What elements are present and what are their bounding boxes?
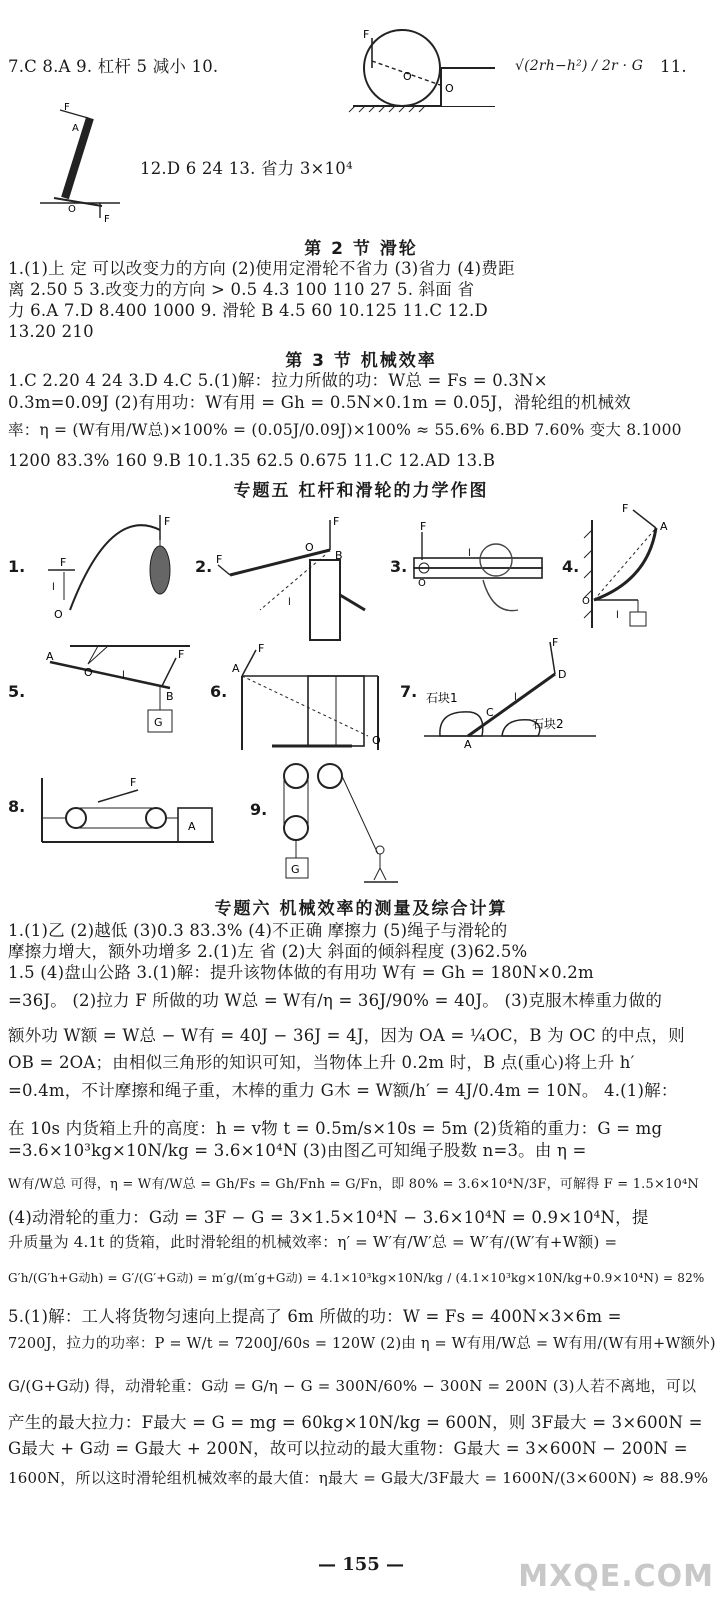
stone-2-label: 石块2 — [532, 717, 564, 731]
svg-text:A: A — [72, 123, 79, 134]
figure-3-rod-in-hand — [408, 520, 548, 620]
svg-text:O: O — [418, 578, 426, 589]
topic6-line: =0.4m，不计摩擦和绳子重，木棒的重力 G木 = W额/h′ = 4J/0.4m = 10N。 4.(1)解： — [8, 1081, 678, 1100]
figure-9-pulley-system — [268, 742, 398, 888]
svg-text:F: F — [60, 556, 67, 569]
figure-5-lever-with-weight — [40, 640, 210, 740]
svg-text:O: O — [445, 82, 454, 95]
svg-text:F: F — [333, 515, 340, 528]
topic6-line: G′h/(G′h+G动h) = G′/(G′+G动) = m′g/(m′g+G动) = 4.1×10³kg×10N/kg / (4.1×10³kg×10N/kg+0.9×10⁴N) = 82% — [8, 1271, 705, 1285]
svg-text:F: F — [420, 520, 427, 533]
topic6-line: 1.(1)乙 (2)越低 (3)0.3 83.3% (4)不正确 摩擦力 (5)绳子与滑轮的 — [8, 921, 508, 940]
svg-text:D: D — [558, 668, 567, 681]
topic6-line: 5.(1)解：工人将货物匀速向上提高了 6m 所做的功：W = Fs = 400N×3×6m = — [8, 1307, 622, 1326]
figure-1-fishing-rod — [40, 510, 190, 630]
svg-text:A: A — [46, 650, 54, 663]
svg-text:O: O — [372, 734, 381, 747]
svg-text:F: F — [164, 515, 171, 528]
page-number: — 155 — — [317, 1554, 405, 1575]
svg-text:F: F — [216, 553, 223, 566]
topic-5-title: 专题五 杠杆和滑轮的力学作图 — [233, 481, 489, 501]
svg-text:A: A — [660, 520, 668, 533]
svg-text:O: O — [305, 541, 314, 554]
section-2-title: 第 2 节 滑轮 — [304, 239, 418, 259]
topic-6-title: 专题六 机械效率的测量及综合计算 — [214, 899, 508, 919]
sec2-line: 力 6.A 7.D 8.400 1000 9. 滑轮 B 4.5 60 10.125 11.C 12.D — [8, 301, 488, 320]
svg-text:F: F — [258, 642, 265, 655]
topic6-line: 摩擦力增大，额外功增多 2.(1)左 省 (2)大 斜面的倾斜程度 (3)62.5% — [8, 942, 528, 961]
sec3-line: 1.C 2.20 4 24 3.D 4.C 5.(1)解：拉力所做的功：W总 = Fs = 0.3N× — [8, 371, 548, 390]
figure-label: 9. — [250, 800, 268, 819]
sec2-line: 13.20 210 — [8, 322, 94, 341]
topic6-line: =3.6×10³kg×10N/kg = 3.6×10⁴N (3)由图乙可知绳子股数 n=3。由 η = — [8, 1141, 587, 1160]
figure-4-bent-lever-wall — [578, 500, 698, 630]
svg-text:O: O — [403, 70, 412, 83]
svg-text:G: G — [154, 716, 163, 729]
svg-text:F: F — [130, 776, 137, 789]
sec3-line: 1200 83.3% 160 9.B 10.1.35 62.5 0.675 11.C 12.AD 13.B — [8, 451, 496, 470]
svg-text:B: B — [335, 549, 343, 562]
answer-line-12-13: 12.D 6 24 13. 省力 3×10⁴ — [140, 159, 353, 178]
figure-7-crowbar-stones — [420, 632, 600, 752]
svg-text:l: l — [616, 610, 619, 621]
figure-10-wheel — [345, 28, 495, 110]
topic6-line: 额外功 W额 = W总 − W有 = 40J − 36J = 4J，因为 OA = ¼OC，B 为 OC 的中点，则 — [8, 1026, 685, 1045]
svg-text:A: A — [464, 738, 472, 751]
svg-text:B: B — [166, 690, 174, 703]
sec2-line: 1.(1)上 定 可以改变力的方向 (2)使用定滑轮不省力 (3)省力 (4)费距 — [8, 259, 515, 278]
svg-text:G: G — [291, 863, 300, 876]
figure-label: 3. — [390, 557, 408, 576]
svg-text:l: l — [288, 597, 291, 608]
svg-text:O: O — [582, 596, 590, 607]
topic6-line: G最大 + G动 = G最大 + 200N，故可以拉动的最大重物：G最大 = 3×600N − 200N = — [8, 1439, 688, 1458]
topic6-line: 产生的最大拉力：F最大 = G = mg = 60kg×10N/kg = 600N，则 3F最大 = 3×600N = — [8, 1413, 703, 1432]
figure-label: 6. — [210, 682, 228, 701]
figure-label: 8. — [8, 797, 26, 816]
sec3-line: 率：η = (W有用/W总)×100% = (0.05J/0.09J)×100% ≈ 55.6% 6.BD 7.60% 变大 8.1000 — [8, 421, 682, 439]
sec3-line: 0.3m=0.09J (2)有用功：W有用 = Gh = 0.5N×0.1m = 0.05J，滑轮组的机械效 — [8, 393, 631, 412]
svg-text:O: O — [68, 204, 76, 215]
svg-text:F: F — [178, 648, 185, 661]
figure-label: 7. — [400, 682, 418, 701]
stone-1-label: 石块1 — [426, 691, 458, 705]
figure-11-lever — [40, 98, 120, 226]
answer-line-7-10: 7.C 8.A 9. 杠杆 5 减小 10. — [8, 57, 219, 76]
svg-text:F: F — [363, 28, 370, 41]
svg-text:F: F — [104, 214, 110, 225]
svg-text:l: l — [122, 670, 125, 681]
svg-text:O: O — [84, 666, 93, 679]
svg-text:A: A — [232, 662, 240, 675]
topic6-line: 升质量为 4.1t 的货箱，此时滑轮组的机械效率：η′ = W′有/W′总 = W′有/(W′有+W额) = — [8, 1233, 618, 1251]
topic6-line: (4)动滑轮的重力：G动 = 3F − G = 3×1.5×10⁴N − 3.6×10⁴N = 0.9×10⁴N，提 — [8, 1208, 649, 1227]
figure-8-pulley-block — [38, 770, 218, 850]
svg-text:F: F — [64, 102, 70, 113]
topic6-line: 在 10s 内货箱上升的高度：h = v物 t = 0.5m/s×10s = 5m (2)货箱的重力：G = mg — [8, 1119, 663, 1138]
figure-label: 5. — [8, 682, 26, 701]
figure-2-water-pump — [210, 515, 370, 645]
topic6-line: 1600N，所以这时滑轮组机械效率的最大值：η最大 = G最大/3F最大 = 1600N/(3×600N) ≈ 88.9% — [8, 1469, 709, 1487]
svg-text:C: C — [486, 706, 494, 719]
topic6-line: =36J。 (2)拉力 F 所做的功 W总 = W有/η = 36J/90% = 40J。 (3)克服木棒重力做的 — [8, 991, 663, 1010]
figure-6-door-frame — [228, 640, 388, 750]
figure-label: 2. — [195, 557, 213, 576]
watermark: MXQE.COM — [518, 1559, 714, 1594]
topic6-line: W有/W总 可得，η = W有/W总 = Gh/Fs = Gh/Fnh = G/Fn，即 80% = 3.6×10⁴N/3F，可解得 F = 1.5×10⁴N — [8, 1177, 700, 1192]
figure-label: 4. — [562, 557, 580, 576]
svg-text:A: A — [188, 820, 196, 833]
svg-text:F: F — [622, 502, 629, 515]
topic6-line: G/(G+G动) 得，动滑轮重：G动 = G/η − G = 300N/60% − 300N = 200N (3)人若不离地，可以 — [8, 1377, 697, 1395]
svg-text:F: F — [552, 636, 559, 649]
answer-11-label: 11. — [660, 57, 687, 76]
sec2-line: 离 2.50 5 3.改变力的方向 > 0.5 4.3 100 110 27 5. 斜面 省 — [8, 280, 475, 299]
svg-text:l: l — [514, 692, 517, 703]
svg-text:l: l — [52, 582, 55, 593]
topic6-line: 1.5 (4)盘山公路 3.(1)解：提升该物体做的有用功 W有 = Gh = 180N×0.2m — [8, 963, 594, 982]
svg-text:O: O — [54, 608, 63, 621]
topic6-line: OB = 2OA；由相似三角形的知识可知，当物体上升 0.2m 时，B 点(重心)将上升 h′ — [8, 1053, 635, 1072]
topic6-line: 7200J，拉力的功率：P = W/t = 7200J/60s = 120W (2)由 η = W有用/W总 = W有用/(W有用+W额外) — [8, 1336, 716, 1352]
answer-10-formula: √(2rh−h²) / 2r · G — [515, 58, 644, 74]
svg-text:l: l — [468, 548, 471, 559]
figure-label: 1. — [8, 557, 26, 576]
section-3-title: 第 3 节 机械效率 — [285, 351, 437, 371]
